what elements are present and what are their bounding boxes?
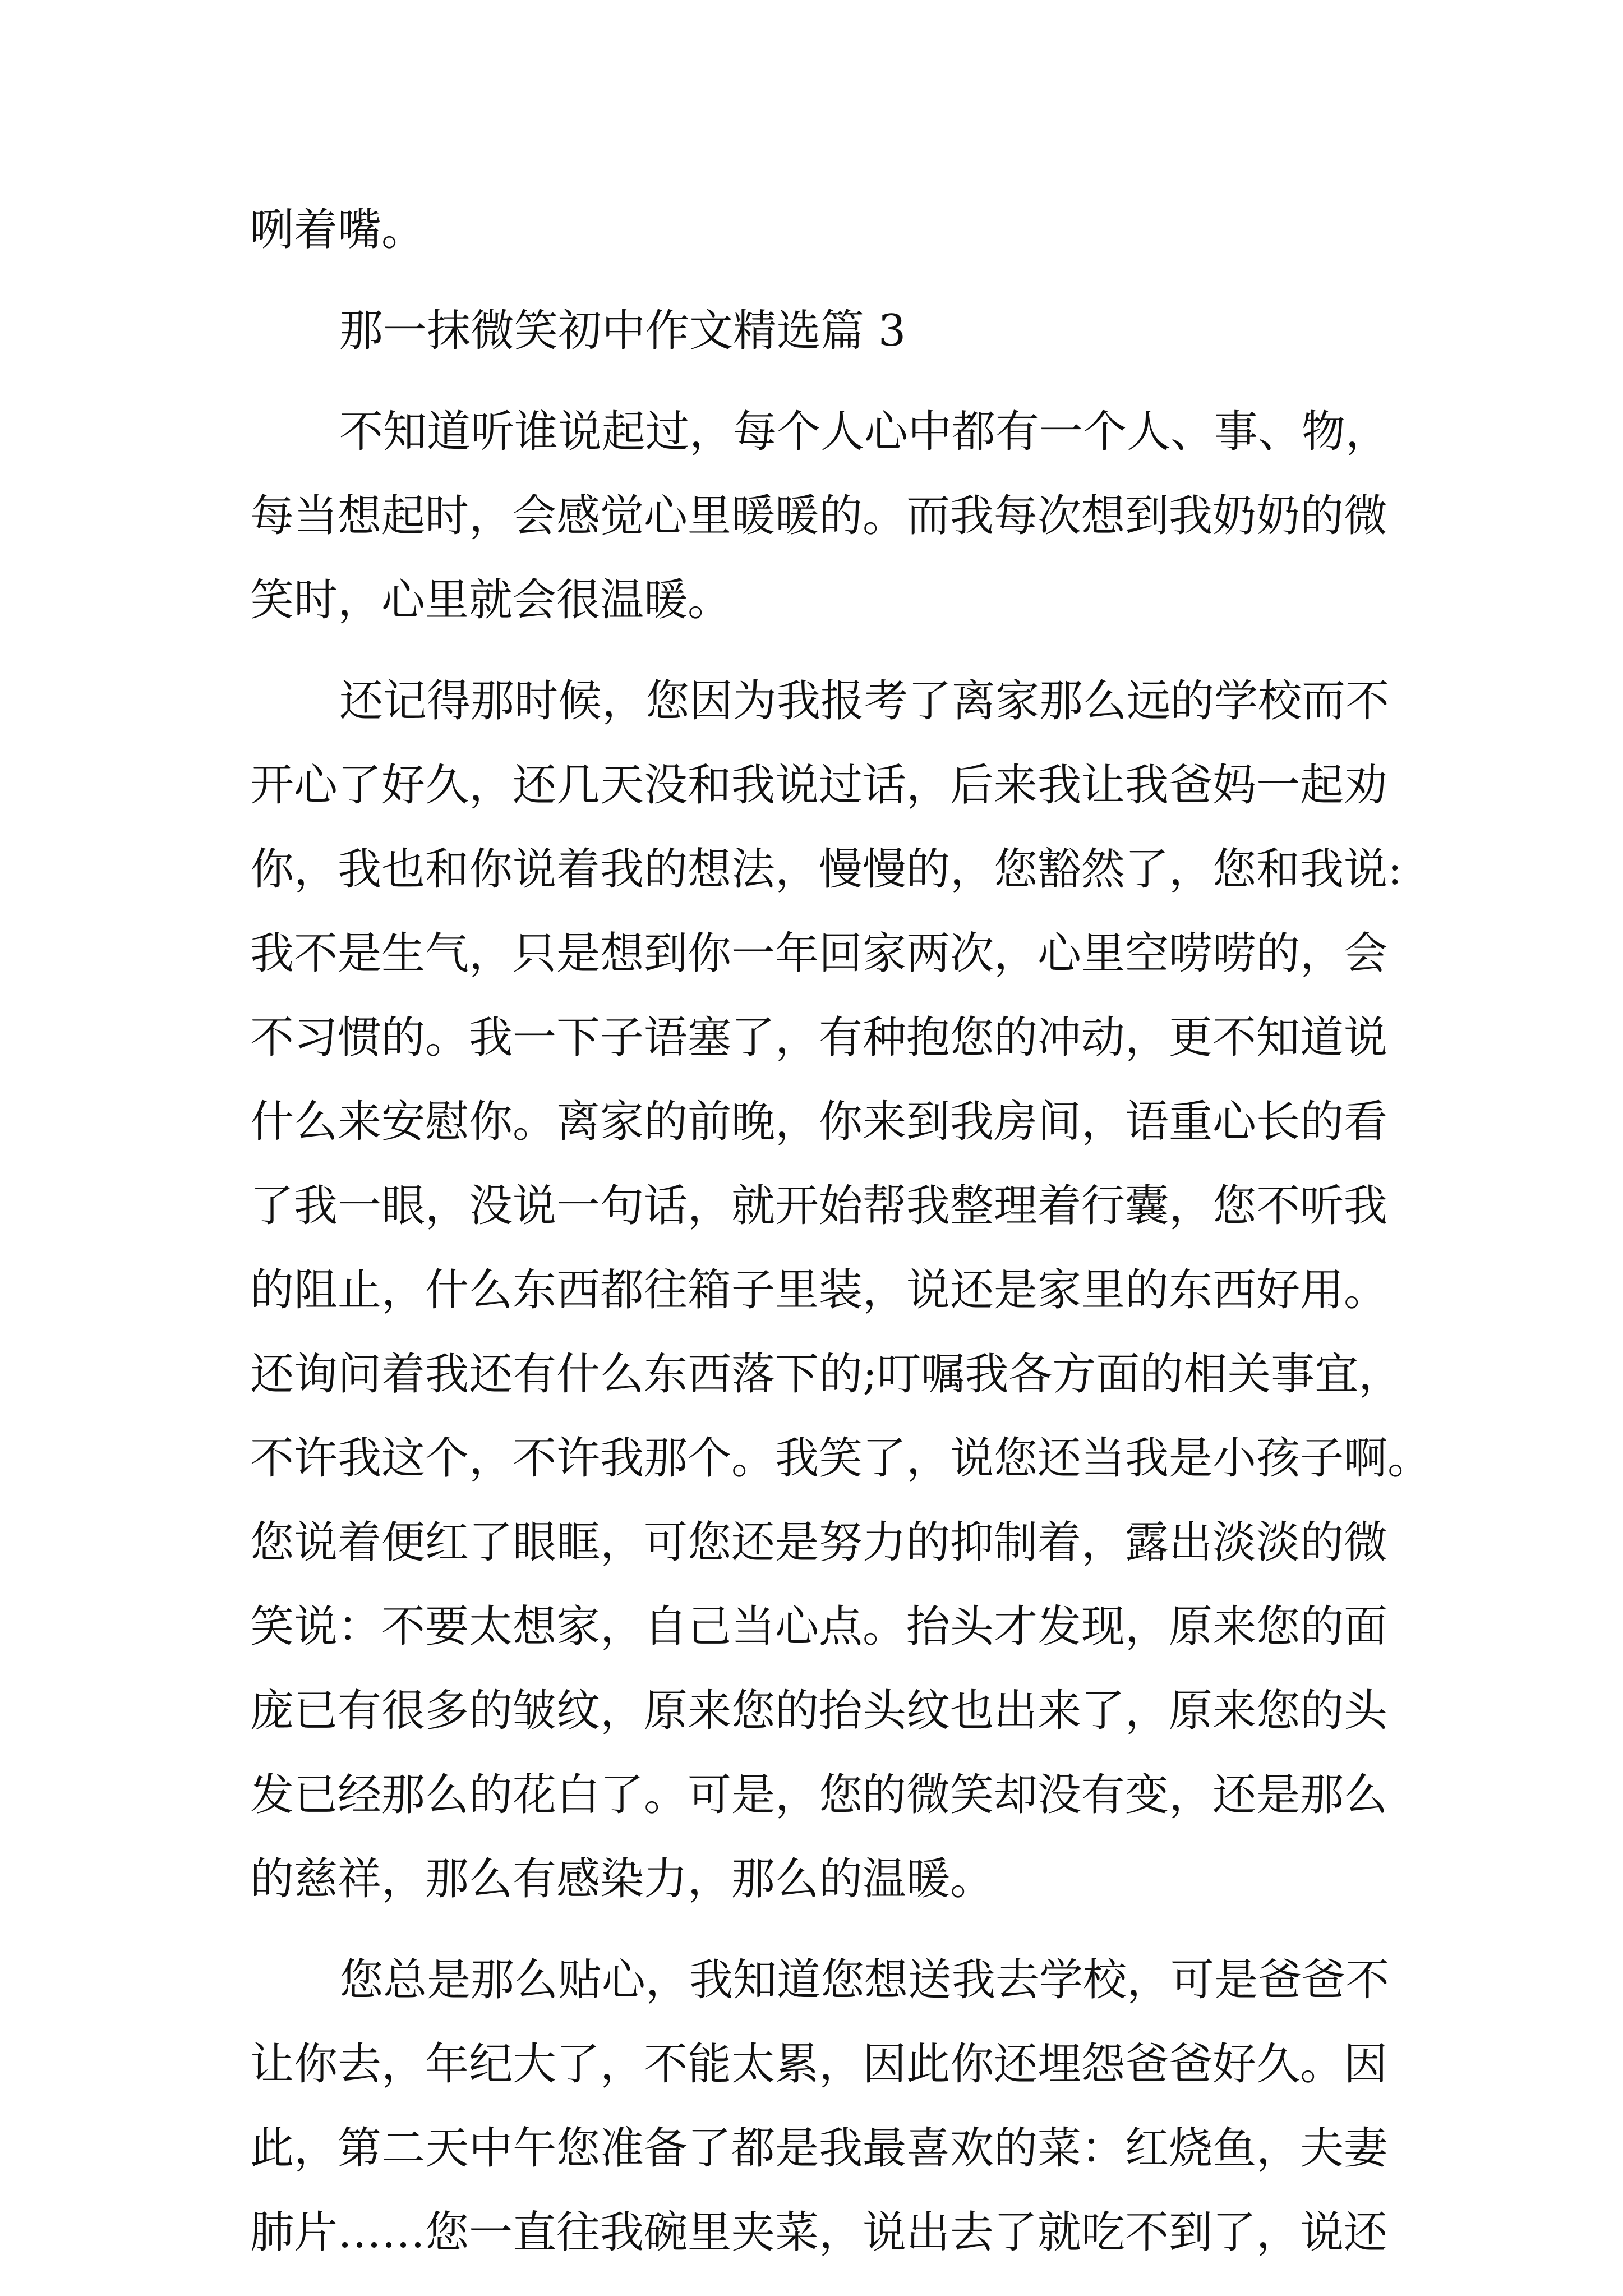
text-line: 还询问着我还有什么东西落下的;叮嘱我各方面的相关事宜， (250, 1349, 1403, 1400)
text-line: 你，我也和你说着我的想法，慢慢的，您豁然了，您和我说: (250, 844, 1403, 895)
text-line: 还记得那时候，您因为我报考了离家那么远的学校而不 (339, 676, 1390, 726)
text-line: 肺片……您一直往我碗里夹菜，说出去了就吃不到了，说还 (250, 2207, 1388, 2258)
text-line: 此，第二天中午您准备了都是我最喜欢的菜：红烧鱼，夫妻 (250, 2123, 1388, 2174)
text-line: 笑说：不要太想家，自己当心点。抬头才发现，原来您的面 (250, 1602, 1388, 1652)
text-line: 您总是那么贴心，我知道您想送我去学校，可是爸爸不 (339, 1955, 1390, 2005)
text-line: 让你去，年纪大了，不能太累，因此你还埋怨爸爸好久。因 (250, 2039, 1388, 2090)
text-line: 不许我这个，不许我那个。我笑了，说您还当我是小孩子啊。 (250, 1433, 1432, 1484)
text-line: 不知道听谁说起过，每个人心中都有一个人、事、物， (339, 407, 1390, 457)
text-line: 开心了好久，还几天没和我说过话，后来我让我爸妈一起劝 (250, 760, 1388, 811)
text-line: 咧着嘴。 (250, 205, 426, 255)
text-line: 了我一眼，没说一句话，就开始帮我整理着行囊，您不听我 (250, 1181, 1388, 1231)
text-line: 笑时，心里就会很温暖。 (250, 575, 732, 625)
text-line: 庞已有很多的皱纹，原来您的抬头纹也出来了，原来您的头 (250, 1686, 1388, 1736)
text-line: 的慈祥，那么有感染力，那么的温暖。 (250, 1854, 994, 1904)
section-heading: 那一抹微笑初中作文精选篇 3 (339, 306, 906, 356)
text-line: 您说着便红了眼眶，可您还是努力的抑制着，露出淡淡的微 (250, 1517, 1388, 1568)
text-line: 不习惯的。我一下子语塞了，有种抱您的冲动，更不知道说 (250, 1013, 1388, 1063)
text-line: 我不是生气，只是想到你一年回家两次，心里空唠唠的，会 (250, 928, 1388, 979)
text-line: 发已经那么的花白了。可是，您的微笑却没有变，还是那么 (250, 1770, 1388, 1820)
text-line: 的阻止，什么东西都往箱子里装，说还是家里的东西好用。 (250, 1265, 1388, 1315)
text-line: 每当想起时，会感觉心里暖暖的。而我每次想到我奶奶的微 (250, 491, 1388, 541)
text-line: 什么来安慰你。离家的前晚，你来到我房间，语重心长的看 (250, 1097, 1388, 1147)
